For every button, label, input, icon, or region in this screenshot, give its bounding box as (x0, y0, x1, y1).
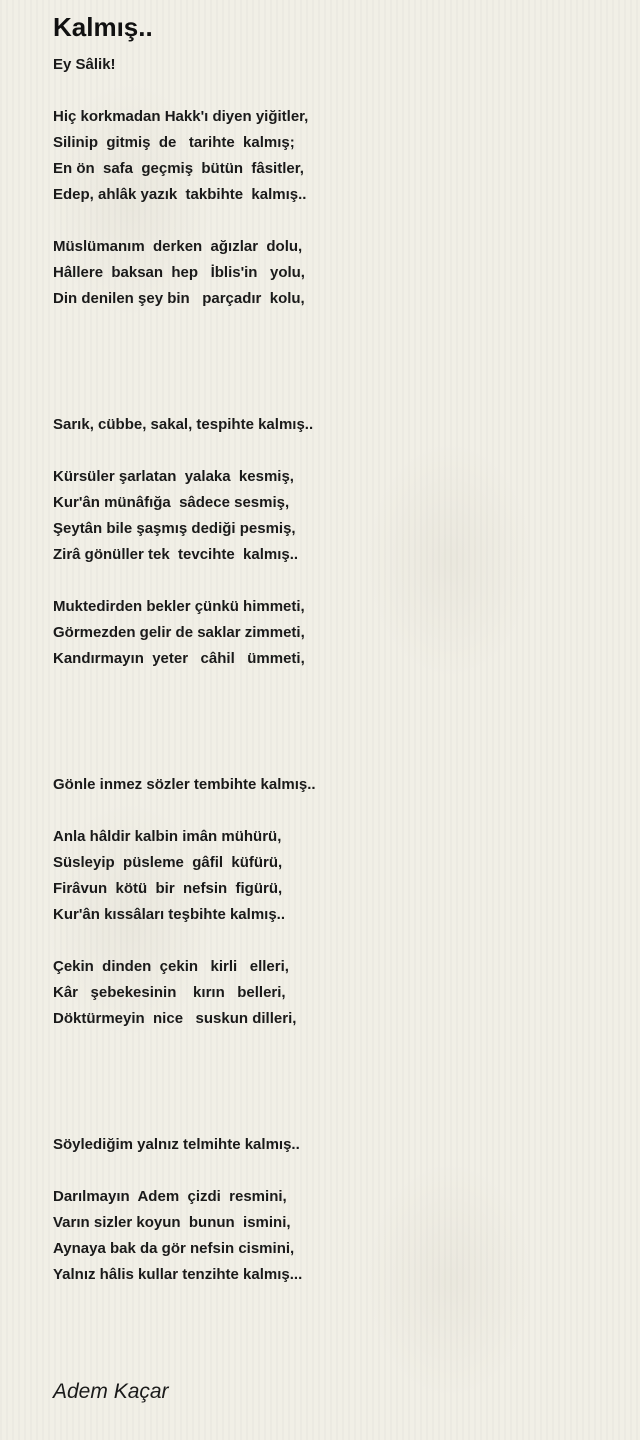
poem-line: Şeytân bile şaşmış dediği pesmiş, (53, 520, 296, 537)
poem-line: Kandırmayın yeter câhil ümmeti, (53, 650, 305, 667)
poem-line: Muktedirden bekler çünkü himmeti, (53, 598, 305, 615)
poem-line: Silinip gitmiş de tarihte kalmış; (53, 134, 295, 151)
poem-line: Kur'ân kıssâları teşbihte kalmış.. (53, 906, 286, 923)
poem-line: Kâr şebekesinin kırın belleri, (53, 984, 286, 1001)
poem-line: En ön safa geçmiş bütün fâsitler, (53, 160, 304, 177)
poem-line: Söylediğim yalnız telmihte kalmış.. (53, 1136, 300, 1153)
poem-line: Zirâ gönüller tek tevcihte kalmış.. (53, 546, 299, 563)
poem-line: Görmezden gelir de saklar zimmeti, (53, 624, 305, 641)
poem-line: Darılmayın Adem çizdi resmini, (53, 1188, 287, 1205)
poem-line: Firâvun kötü bir nefsin figürü, (53, 880, 283, 897)
poem-line: Aynaya bak da gör nefsin cismini, (53, 1240, 295, 1257)
poem-line: Gönle inmez sözler tembihte kalmış.. (53, 776, 316, 793)
poem-title: Kalmış.. (53, 12, 153, 42)
poem-line: Kürsüler şarlatan yalaka kesmiş, (53, 468, 294, 485)
poem-line: Yalnız hâlis kullar tenzihte kalmış... (53, 1266, 303, 1283)
poem-line: Müslümanım derken ağızlar dolu, (53, 238, 303, 255)
poem-line: Hiç korkmadan Hakk'ı diyen yiğitler, (53, 108, 309, 125)
poem-author: Adem Kaçar (53, 1380, 169, 1403)
poem-line: Hâllere baksan hep İblis'in yolu, (53, 264, 305, 281)
poem-line: Döktürmeyin nice suskun dilleri, (53, 1010, 297, 1027)
poem-line: Din denilen şey bin parçadır kolu, (53, 290, 305, 307)
poem-line: Anla hâldir kalbin imân mühürü, (53, 828, 282, 845)
poem-line: Varın sizler koyun bunun ismini, (53, 1214, 291, 1231)
poem-line: Süsleyip püsleme gâfil küfürü, (53, 854, 283, 871)
poem-greeting: Ey Sâlik! (53, 56, 116, 73)
poem-line: Sarık, cübbe, sakal, tespihte kalmış.. (53, 416, 314, 433)
poem-line: Çekin dinden çekin kirli elleri, (53, 958, 289, 975)
poem-line: Kur'ân münâfığa sâdece sesmiş, (53, 494, 290, 511)
poem-line: Edep, ahlâk yazık takbihte kalmış.. (53, 186, 307, 203)
